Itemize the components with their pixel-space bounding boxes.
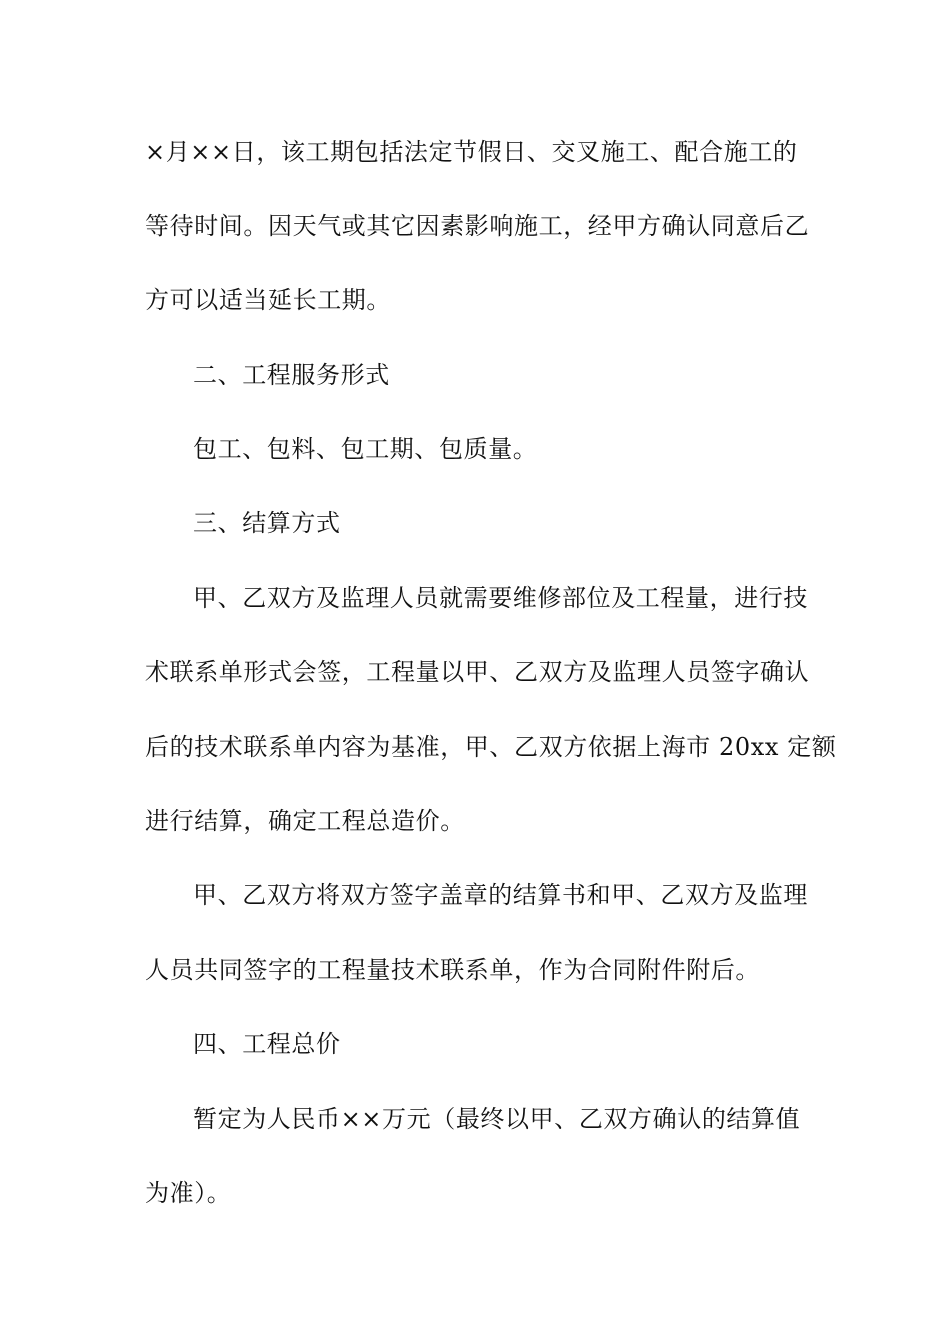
paragraph-line: 后的技术联系单内容为基准，甲、乙双方依据上海市 20xx 定额 [145,733,837,761]
paragraph-line: 等待时间。因天气或其它因素影响施工，经甲方确认同意后乙 [145,212,810,240]
paragraph-line: 进行结算，确定工程总造价。 [145,807,465,835]
paragraph-line: 为准）。 [145,1179,232,1207]
paragraph-line: 甲、乙双方将双方签字盖章的结算书和甲、乙双方及监理 [193,881,808,909]
paragraph-line: 人员共同签字的工程量技术联系单，作为合同附件附后。 [145,956,760,984]
paragraph-line: 方可以适当延长工期。 [145,286,391,314]
section-heading-service: 二、工程服务形式 [193,361,390,389]
paragraph-line: 术联系单形式会签，工程量以甲、乙双方及监理人员签字确认 [145,658,810,686]
paragraph-line: 暂定为人民币××万元（最终以甲、乙双方确认的结算值 [193,1105,801,1133]
paragraph-line: 甲、乙双方及监理人员就需要维修部位及工程量，进行技 [193,584,808,612]
section-heading-settlement: 三、结算方式 [193,509,341,537]
paragraph-line: ×月××日，该工期包括法定节假日、交叉施工、配合施工的 [145,138,798,166]
section-heading-total-price: 四、工程总价 [193,1030,341,1058]
paragraph-line: 包工、包料、包工期、包质量。 [193,435,538,463]
